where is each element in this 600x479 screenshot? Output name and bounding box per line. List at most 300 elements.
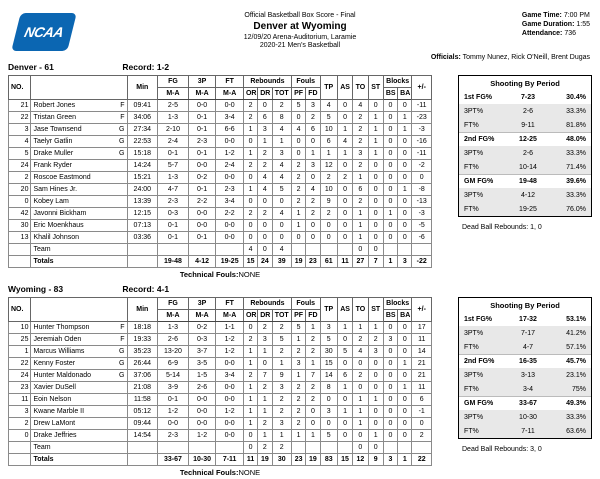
- col-ft: FT: [216, 76, 244, 88]
- stat-p3: 2-6: [188, 382, 216, 394]
- stat-dr: 0: [258, 220, 272, 232]
- stat-pm: 0: [412, 418, 432, 430]
- col-plusminus: +/-: [412, 298, 432, 322]
- report-title: Official Basketball Box Score - Final: [244, 12, 356, 19]
- player-name-cell: [31, 196, 127, 208]
- shooting-row-label: 1st FG%: [464, 93, 493, 101]
- col-dr: DR: [258, 310, 272, 322]
- stat-fd: 2: [306, 394, 320, 406]
- shooting-panel-title: Shooting By Period: [490, 301, 560, 310]
- stat-st: 0: [368, 406, 383, 418]
- stat-bs: 0: [383, 406, 397, 418]
- shooting-row-made-att: 17-32: [519, 315, 537, 323]
- col-ft-ma: M-A: [216, 310, 244, 322]
- col-fg-ma: M-A: [158, 88, 189, 100]
- shooting-row-made-att: 10-14: [519, 163, 537, 171]
- stat-st: 0: [368, 196, 383, 208]
- stat-min: 24:00: [127, 184, 158, 196]
- stat-dr: 0: [258, 232, 272, 244]
- stat-as: 4: [337, 136, 352, 148]
- technical-fouls-wyoming: Technical Fouls:NONE: [179, 468, 261, 477]
- player-name-cell: [31, 208, 127, 220]
- player-name-cell: [31, 430, 127, 442]
- stat-pm: 17: [412, 322, 432, 334]
- stat-ft: 3-4: [216, 112, 244, 124]
- stat-tp: 4: [320, 100, 337, 112]
- player-row: [9, 148, 432, 160]
- stat-pm: -2: [412, 160, 432, 172]
- stat-as: 0: [337, 196, 352, 208]
- stat-as: 0: [337, 358, 352, 370]
- stat-ba: 1: [398, 184, 412, 196]
- shooting-row-label: FT%: [464, 385, 479, 393]
- shooting-row-made-att: 33-67: [519, 400, 537, 407]
- stat-fg: [158, 244, 189, 256]
- col-st: ST: [368, 298, 383, 322]
- shooting-row: [459, 160, 591, 174]
- stat-dr: 2: [258, 208, 272, 220]
- stat-or: 1: [243, 394, 257, 406]
- stat-ba: 0: [398, 160, 412, 172]
- stat-fg: 0-1: [158, 394, 189, 406]
- stat-tot: 2: [272, 394, 291, 406]
- stat-bs: 0: [383, 394, 397, 406]
- stat-as: 0: [337, 100, 352, 112]
- shooting-row-label: 3PT%: [464, 191, 484, 199]
- technical-fouls-denver: Technical Fouls:NONE: [179, 270, 261, 279]
- stat-to: 1: [353, 232, 368, 244]
- stat-p3: 3-5: [188, 358, 216, 370]
- stat-bs: 3: [383, 334, 397, 346]
- stat-pm: 21: [412, 370, 432, 382]
- player-row: [9, 220, 432, 232]
- stat-ba: 0: [398, 196, 412, 208]
- player-position: G: [119, 150, 125, 157]
- stat-tp: 8: [320, 382, 337, 394]
- stat-fd: 0: [306, 232, 320, 244]
- stat-fg: 2-3: [158, 430, 189, 442]
- stat-to: 1: [353, 394, 368, 406]
- stat-to: 4: [353, 100, 368, 112]
- stat-min: 18:18: [127, 322, 158, 334]
- stat-min: 07:13: [127, 220, 158, 232]
- shooting-row: [459, 326, 591, 340]
- stat-as: 0: [337, 112, 352, 124]
- player-name: Team: [33, 444, 51, 451]
- stat-bs: 0: [383, 148, 397, 160]
- col-rebounds: Rebounds: [243, 298, 291, 310]
- stat-to: 2: [353, 370, 368, 382]
- stat-or: 11: [243, 454, 257, 466]
- player-row: [9, 346, 432, 358]
- shooting-row-pct: 71.4%: [566, 163, 586, 171]
- team-header-denver: [8, 62, 432, 73]
- stat-pm: -23: [412, 112, 432, 124]
- shooting-row-made-att: 7-23: [520, 93, 535, 101]
- stat-as: 1: [337, 406, 352, 418]
- shooting-row: [459, 368, 591, 382]
- stat-pf: [291, 442, 305, 454]
- team-record: Record: 1-2: [122, 62, 170, 72]
- stat-pm: -8: [412, 184, 432, 196]
- stat-to: 0: [353, 244, 368, 256]
- stat-st: 1: [368, 322, 383, 334]
- stat-p3: 4-12: [188, 256, 216, 268]
- player-name: Khalil Johnson: [33, 234, 79, 241]
- stat-ft: 7-11: [216, 454, 244, 466]
- stat-fg: 4-7: [158, 184, 189, 196]
- stat-min: 35:23: [127, 346, 158, 358]
- stat-tot: 30: [272, 454, 291, 466]
- stat-ba: 0: [398, 418, 412, 430]
- stat-fg: 1-3: [158, 112, 189, 124]
- stat-no: 22: [9, 112, 31, 124]
- shooting-panel-wyoming: [458, 297, 592, 439]
- shooting-row: [459, 90, 591, 104]
- stat-bs: 0: [383, 184, 397, 196]
- stat-min: 12:15: [127, 208, 158, 220]
- col-fouls: Fouls: [291, 298, 320, 310]
- stat-pm: -5: [412, 220, 432, 232]
- shooting-row-made-att: 19-48: [519, 178, 537, 185]
- stat-as: 1: [337, 124, 352, 136]
- shooting-row-label: FT%: [464, 205, 479, 213]
- stat-as: [337, 244, 352, 256]
- box-table-body-wyoming: [9, 322, 432, 466]
- stat-ba: 0: [398, 220, 412, 232]
- shooting-row-made-att: 7-11: [521, 427, 535, 435]
- stat-dr: 1: [258, 406, 272, 418]
- player-name-cell: [31, 256, 127, 268]
- stat-bs: 0: [383, 430, 397, 442]
- stat-no: 24: [9, 370, 31, 382]
- player-name: Hunter Maldonado: [33, 372, 92, 379]
- stat-pf: 2: [291, 418, 305, 430]
- stat-dr: 1: [258, 394, 272, 406]
- stat-or: 0: [243, 430, 257, 442]
- col-or: OR: [243, 310, 257, 322]
- stat-fg: 5-7: [158, 160, 189, 172]
- stat-min: 14:54: [127, 430, 158, 442]
- player-row: [9, 172, 432, 184]
- stat-pm: 0: [412, 172, 432, 184]
- col-no: NO.: [9, 298, 31, 322]
- stat-fd: 0: [306, 220, 320, 232]
- team-header-wyoming: [8, 284, 432, 295]
- stat-to: 1: [353, 406, 368, 418]
- shooting-row-label: FT%: [464, 427, 479, 435]
- stat-st: 0: [368, 244, 383, 256]
- stat-pf: 4: [291, 124, 305, 136]
- stat-pf: 2: [291, 394, 305, 406]
- stat-ft: 0-0: [216, 232, 244, 244]
- stat-bs: [383, 244, 397, 256]
- col-3p: 3P: [188, 76, 216, 88]
- stat-tp: 0: [320, 232, 337, 244]
- stat-tp: 3: [320, 406, 337, 418]
- stat-no: 4: [9, 136, 31, 148]
- col-min: Min: [127, 298, 158, 322]
- stat-p3: 0-1: [188, 112, 216, 124]
- stat-no: 10: [9, 322, 31, 334]
- date-venue: 12/09/20 Arena-Auditorium, Laramie: [243, 34, 357, 41]
- team-section-wyoming: [8, 284, 432, 477]
- player-name: Hunter Thompson: [33, 324, 90, 331]
- stat-as: 11: [337, 256, 352, 268]
- stat-tp: [320, 442, 337, 454]
- shooting-row: [459, 118, 591, 132]
- stat-bs: 0: [383, 124, 397, 136]
- stat-fd: 2: [306, 112, 320, 124]
- stat-dr: 0: [258, 244, 272, 256]
- stat-no: 25: [9, 334, 31, 346]
- stat-no: 13: [9, 232, 31, 244]
- stat-no: 30: [9, 220, 31, 232]
- stat-fd: 2: [306, 334, 320, 346]
- col-to: TO: [353, 298, 368, 322]
- stat-fg: 1-2: [158, 406, 189, 418]
- player-position: G: [119, 372, 125, 379]
- stat-min: 09:41: [127, 100, 158, 112]
- stat-tot: 1: [272, 358, 291, 370]
- stat-to: 1: [353, 418, 368, 430]
- stat-pf: 19: [291, 256, 305, 268]
- stat-st: 0: [368, 220, 383, 232]
- stat-st: 9: [368, 454, 383, 466]
- stat-bs: 0: [383, 100, 397, 112]
- stat-no: 11: [9, 394, 31, 406]
- stat-bs: 0: [383, 160, 397, 172]
- stat-no: 0: [9, 196, 31, 208]
- stat-ba: 1: [398, 382, 412, 394]
- stat-pf: 1: [291, 220, 305, 232]
- stat-bs: 0: [383, 232, 397, 244]
- player-name-cell: [31, 124, 127, 136]
- stat-tp: 9: [320, 196, 337, 208]
- stat-ba: 3: [398, 256, 412, 268]
- player-name: Jeremiah Oden: [33, 336, 82, 343]
- stat-st: 7: [368, 256, 383, 268]
- stat-p3: 0-0: [188, 160, 216, 172]
- stat-ft: 1-2: [216, 148, 244, 160]
- shooting-row-pct: 45.7%: [566, 358, 586, 365]
- stat-tot: 8: [272, 112, 291, 124]
- stat-tot: 5: [272, 184, 291, 196]
- stat-fg: 2-3: [158, 196, 189, 208]
- stat-p3: 3-7: [188, 346, 216, 358]
- stat-fd: 23: [306, 256, 320, 268]
- stat-no: 1: [9, 346, 31, 358]
- box-table-body-denver: [9, 100, 432, 268]
- stat-fd: 1: [306, 148, 320, 160]
- stat-no: [9, 256, 31, 268]
- stat-tp: [320, 244, 337, 256]
- stat-fg: 1-3: [158, 172, 189, 184]
- stat-to: 4: [353, 346, 368, 358]
- stat-or: 0: [243, 196, 257, 208]
- shooting-row: [459, 202, 591, 216]
- attendance: Attendance: 736: [521, 30, 576, 37]
- stat-tot: 1: [272, 136, 291, 148]
- stat-or: 0: [243, 172, 257, 184]
- stat-to: 27: [353, 256, 368, 268]
- stat-pm: [412, 244, 432, 256]
- stat-p3: 0-0: [188, 220, 216, 232]
- shooting-row-pct: 63.6%: [566, 427, 586, 435]
- col-rebounds: Rebounds: [243, 76, 291, 88]
- stat-st: 1: [368, 394, 383, 406]
- player-row: [9, 406, 432, 418]
- stat-no: 20: [9, 184, 31, 196]
- shooting-row: [459, 354, 591, 368]
- stat-tp: 2: [320, 208, 337, 220]
- stat-ft: 0-0: [216, 430, 244, 442]
- shooting-row: [459, 104, 591, 118]
- dead-ball-rebounds-denver: Dead Ball Rebounds: 1, 0: [462, 224, 542, 231]
- player-name-cell: [31, 322, 127, 334]
- stat-ba: 0: [398, 136, 412, 148]
- shooting-row: [459, 146, 591, 160]
- stat-tot: 5: [272, 334, 291, 346]
- player-name-cell: [31, 406, 127, 418]
- shooting-row-label: 3PT%: [464, 149, 484, 157]
- player-row: [9, 418, 432, 430]
- stat-or: 2: [243, 370, 257, 382]
- stat-fd: 2: [306, 346, 320, 358]
- stat-to: 2: [353, 136, 368, 148]
- stat-bs: 0: [383, 196, 397, 208]
- stat-pm: [412, 442, 432, 454]
- stat-min: [127, 244, 158, 256]
- stat-as: 0: [337, 232, 352, 244]
- stat-or: 2: [243, 112, 257, 124]
- stat-tot: 4: [272, 124, 291, 136]
- stat-fd: 2: [306, 196, 320, 208]
- shooting-row: [459, 340, 591, 354]
- stat-min: 03:36: [127, 232, 158, 244]
- stat-pf: 1: [291, 334, 305, 346]
- player-name-cell: [31, 442, 127, 454]
- ncaa-logo: [16, 13, 72, 51]
- shooting-row: [459, 312, 591, 326]
- player-position: G: [119, 126, 125, 133]
- col-3p-ma: M-A: [188, 88, 216, 100]
- stat-pf: 2: [291, 196, 305, 208]
- stat-dr: 0: [258, 358, 272, 370]
- shooting-row-label: 2nd FG%: [464, 136, 495, 143]
- shooting-row: [459, 424, 591, 438]
- header-row-groups: [9, 76, 432, 88]
- ncaa-logo-text: NCAA: [22, 24, 66, 40]
- stat-p3: 0-2: [188, 322, 216, 334]
- player-name: Xavier DuSell: [33, 384, 76, 391]
- header-row-groups: [9, 298, 432, 310]
- stat-ft: 2-4: [216, 160, 244, 172]
- stat-fg: 0-1: [158, 148, 189, 160]
- player-name: Kwane Marble II: [33, 408, 85, 415]
- stat-tot: 2: [272, 406, 291, 418]
- shooting-row-label: GM FG%: [464, 400, 494, 407]
- player-position: F: [120, 336, 125, 343]
- stat-to: 2: [353, 112, 368, 124]
- stat-as: 0: [337, 418, 352, 430]
- player-name-cell: [31, 382, 127, 394]
- shooting-row-made-att: 12-25: [519, 136, 537, 143]
- col-ba: BA: [398, 310, 412, 322]
- stat-st: 0: [368, 358, 383, 370]
- stat-to: 0: [353, 430, 368, 442]
- stat-no: 24: [9, 160, 31, 172]
- col-fd: FD: [306, 310, 320, 322]
- stat-st: 1: [368, 430, 383, 442]
- stat-as: 1: [337, 322, 352, 334]
- stat-ft: 0-0: [216, 220, 244, 232]
- team-row: [9, 442, 432, 454]
- stat-min: 22:53: [127, 136, 158, 148]
- stat-st: 1: [368, 148, 383, 160]
- stat-min: 19:33: [127, 334, 158, 346]
- player-name-cell: [31, 358, 127, 370]
- stat-fg: 2-6: [158, 334, 189, 346]
- stat-pm: -3: [412, 124, 432, 136]
- player-position: F: [120, 114, 125, 121]
- player-name-cell: [31, 148, 127, 160]
- shooting-row-pct: 57.1%: [566, 343, 586, 351]
- stat-tp: 30: [320, 346, 337, 358]
- stat-tot: 3: [272, 418, 291, 430]
- shooting-row-pct: 33.3%: [566, 149, 586, 157]
- stat-st: 0: [368, 160, 383, 172]
- stat-fg: 5-14: [158, 370, 189, 382]
- stat-as: 5: [337, 346, 352, 358]
- stat-bs: 1: [383, 256, 397, 268]
- stat-pf: [291, 244, 305, 256]
- shooting-row-pct: 33.3%: [566, 107, 586, 115]
- stat-p3: [188, 244, 216, 256]
- stat-ft: 0-0: [216, 172, 244, 184]
- stat-bs: 1: [383, 208, 397, 220]
- stat-st: 0: [368, 172, 383, 184]
- stat-bs: 0: [383, 172, 397, 184]
- stat-no: 0: [9, 430, 31, 442]
- player-row: [9, 232, 432, 244]
- stat-tp: 12: [320, 160, 337, 172]
- stat-dr: 4: [258, 184, 272, 196]
- stat-or: 1: [243, 148, 257, 160]
- col-ba: BA: [398, 88, 412, 100]
- stat-tp: 15: [320, 358, 337, 370]
- stat-dr: 4: [258, 172, 272, 184]
- stat-ba: 0: [398, 334, 412, 346]
- stat-ft: 0-0: [216, 100, 244, 112]
- shooting-row-made-att: 16-35: [519, 358, 537, 365]
- shooting-row-label: GM FG%: [464, 178, 494, 185]
- stat-ba: 0: [398, 208, 412, 220]
- stat-ba: 0: [398, 346, 412, 358]
- stat-fd: 0: [306, 406, 320, 418]
- stat-bs: 0: [383, 358, 397, 370]
- stat-to: 0: [353, 442, 368, 454]
- stat-as: 6: [337, 370, 352, 382]
- stat-to: 6: [353, 184, 368, 196]
- game-duration: Game Duration: 1:55: [521, 21, 590, 28]
- stat-st: 0: [368, 100, 383, 112]
- stat-min: 15:18: [127, 148, 158, 160]
- stat-fg: 0-0: [158, 418, 189, 430]
- team-section-denver: [8, 62, 432, 279]
- shooting-rows-denver: [459, 90, 591, 216]
- stat-min: 14:24: [127, 160, 158, 172]
